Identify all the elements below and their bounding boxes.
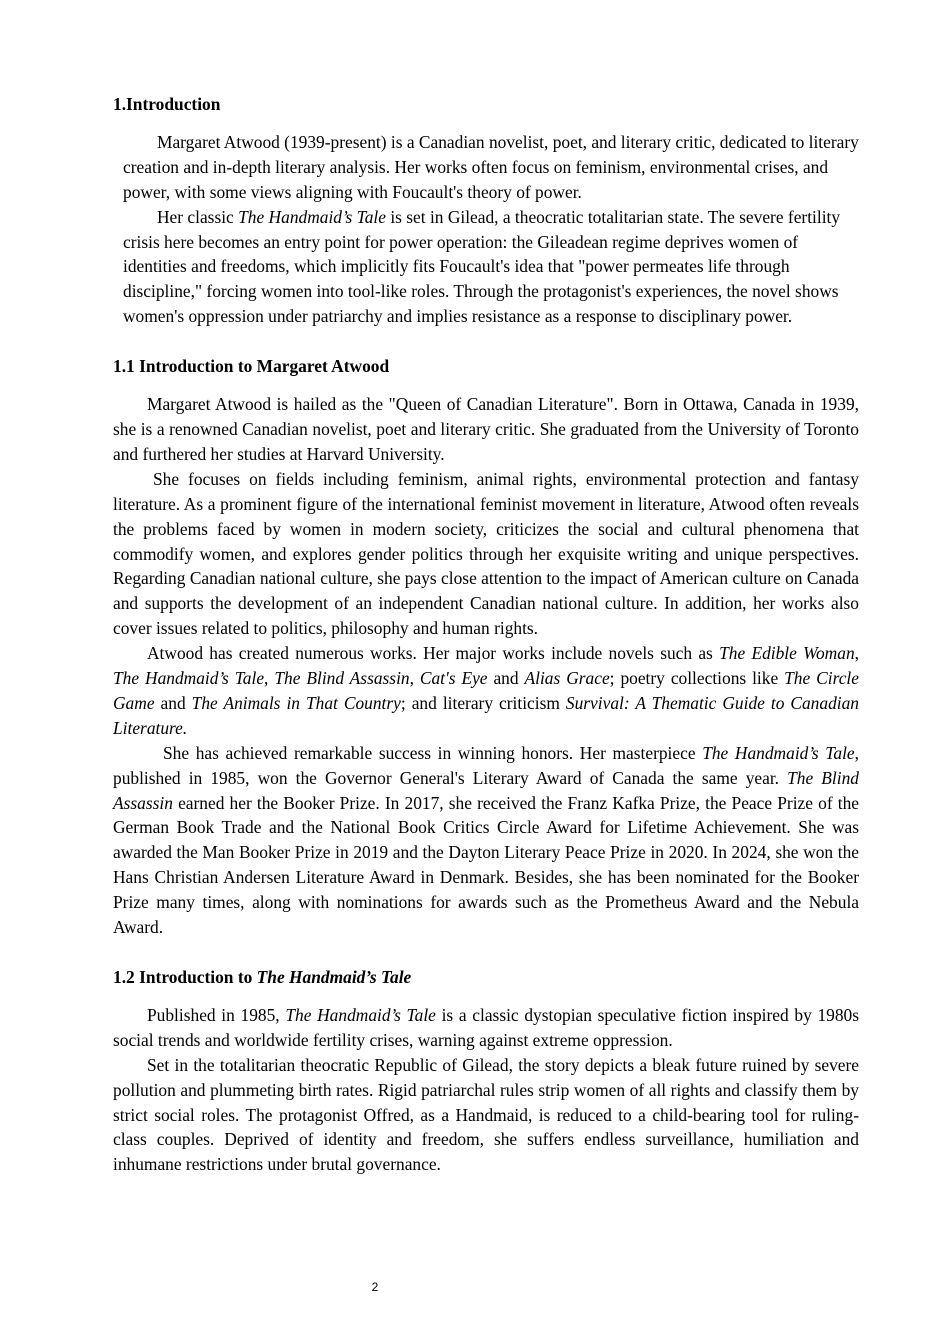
section-1-2-body — [113, 1003, 859, 1177]
heading-section-1-2: 1.2 Introduction to The Handmaid’s Tale — [113, 967, 412, 987]
section-1-1-body — [113, 392, 859, 940]
document-page — [113, 92, 859, 1177]
page-number: 2 — [371, 1280, 379, 1294]
section-1-1-paragraph-4: She has achieved remarkable success in winning honors. Her masterpiece The Handmaid’s Tale, published in 1985, won the Governor General's Literary Award of Canada the same year. The Blind Assassin earned her the Booker Prize. In 2017, she received the Franz Kafka Prize, the Peace Prize of the German Book Trade and the National Book Critics Circle Award for Lifetime Achievement. She was awarded the Man Booker Prize in 2019 and the Dayton Literary Peace Prize in 2020. In 2024, she won the Hans Christian Andersen Literature Award in Denmark. Besides, she has been nominated for the Booker Prize many times, along with nominations for awards such as the Prometheus Award and the Nebula Award. — [113, 742, 859, 938]
section-1-1-paragraph-1: Margaret Atwood is hailed as the "Queen of Canadian Literature". Born in Ottawa, Canada in 1939, she is a renowned Canadian novelist, poet and literary critic. She graduated from the University of Toronto and furthered her studies at Harvard University. — [113, 394, 859, 464]
introduction-body — [113, 130, 859, 329]
heading-introduction: 1.Introduction — [113, 94, 221, 114]
section-1-2-paragraph-1: Published in 1985, The Handmaid’s Tale is a classic dystopian speculative fiction inspired by 1980s social trends and worldwide fertility crises, warning against extreme oppression. — [113, 1004, 859, 1050]
section-1-1-paragraph-3: Atwood has created numerous works. Her major works include novels such as The Edible Woman, The Handmaid’s Tale, The Blind Assassin, Cat's Eye and Alias Grace; poetry collections like The Circle Game and The Animals in That Country; and literary criticism Survival: A Thematic Guide to Canadian Literature. — [113, 643, 859, 738]
section-1-2-paragraph-2: Set in the totalitarian theocratic Republic of Gilead, the story depicts a bleak future ruined by severe pollution and plummeting birth rates. Rigid patriarchal rules strip women of all rights and classify them by strict social roles. The protagonist Offred, as a Handmaid, is reduced to a child-bearing tool for ruling-class couples. Deprived of identity and freedom, she suffers endless surveillance, humiliation and inhumane restrictions under brutal governance. — [113, 1054, 859, 1175]
heading-section-1-1: 1.1 Introduction to Margaret Atwood — [113, 356, 390, 377]
intro-paragraph-1: Margaret Atwood (1939-present) is a Canadian novelist, poet, and literary critic, dedicated to literary creation and in-depth literary analysis. Her works often focus on feminism, environmental crises, and power, with some views aligning with Foucault's theory of power. — [123, 131, 859, 202]
intro-paragraph-2: Her classic The Handmaid’s Tale is set in Gilead, a theocratic totalitarian state. The severe fertility crisis here becomes an entry point for power operation: the Gileadean regime deprives women of identities and freedoms, which implicitly fits Foucault's idea that "power permeates life through discipline," forcing women into tool-like roles. Through the protagonist's experiences, the novel shows women's oppression under patriarchy and implies resistance as a response to disciplinary power. — [123, 206, 841, 327]
section-1-1-paragraph-2: She focuses on fields including feminism, animal rights, environmental protection and fantasy literature. As a prominent figure of the international feminist movement in literature, Atwood often reveals the problems faced by women in modern society, criticizes the social and cultural phenomena that commodify women, and explores gender politics through her exquisite writing and unique perspectives. Regarding Canadian national culture, she pays close attention to the impact of American culture on Canada and supports the development of an independent Canadian national culture. In addition, her works also cover issues related to politics, philosophy and human rights. — [113, 468, 859, 639]
book-title: The Handmaid’s Tale — [238, 206, 386, 227]
